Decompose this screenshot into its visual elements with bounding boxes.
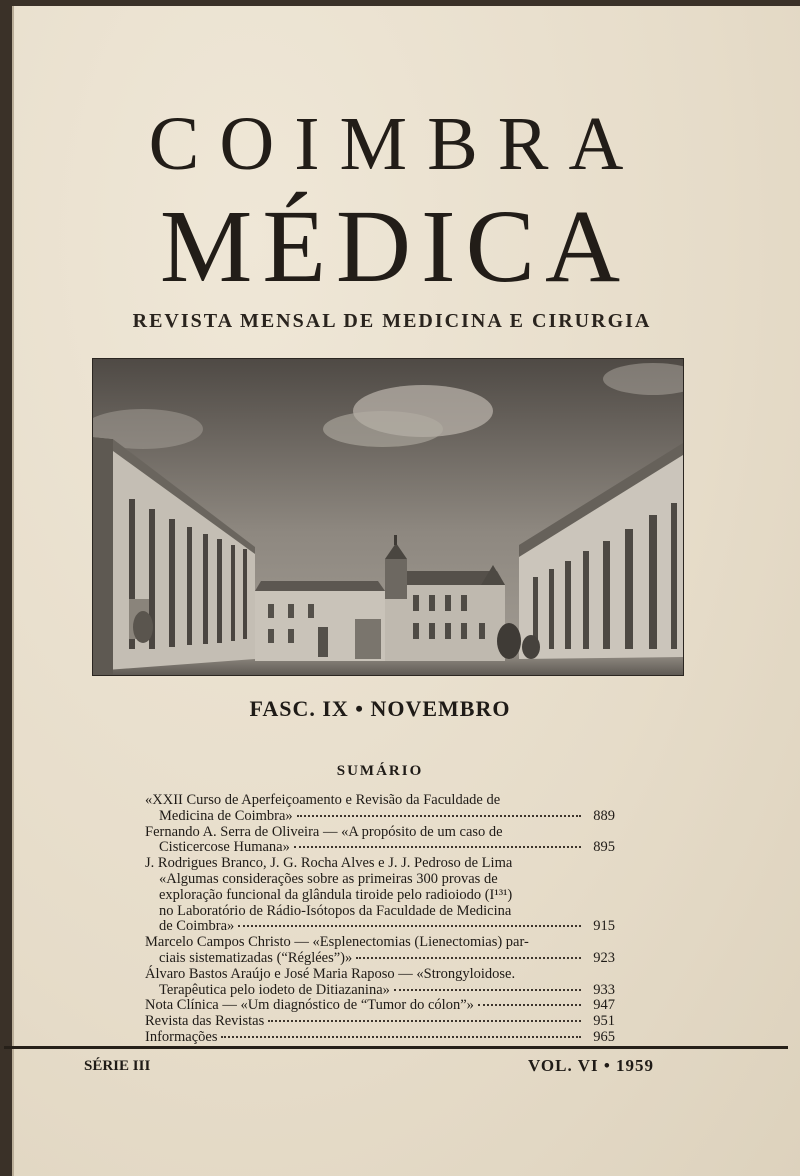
toc-entry bbox=[145, 967, 615, 999]
toc-page-number: 889 bbox=[593, 807, 615, 824]
toc-page-number: 965 bbox=[593, 1028, 615, 1045]
toc-entry-line: exploração funcional da glândula tiroide pelo radioiodo (I¹³¹) bbox=[159, 886, 513, 903]
toc-entry-line: Marcelo Campos Christo — «Esplenectomias (Lienectomias) par- bbox=[145, 934, 529, 951]
toc-entry-line: Álvaro Bastos Araújo e José Maria Raposo — «Strongyloidose. bbox=[145, 965, 516, 982]
toc-entry-line: ciais sistematizadas (“Réglées”)» 923 bbox=[159, 949, 615, 966]
series-label: SÉRIE III bbox=[84, 1058, 151, 1074]
table-of-contents bbox=[145, 793, 615, 1046]
toc-entry-line: Medicina de Coimbra» 889 bbox=[159, 807, 615, 824]
journal-title-line-1: COIMBRA bbox=[148, 102, 644, 186]
toc-entry bbox=[145, 856, 615, 935]
footer-divider bbox=[4, 1046, 788, 1049]
toc-entry-line: de Coimbra» 915 bbox=[159, 918, 615, 935]
toc-entry bbox=[145, 825, 615, 857]
toc-page-number: 915 bbox=[593, 918, 615, 935]
toc-entry-line: Nota Clínica — «Um diagnóstico de “Tumor do cólon”» 947 bbox=[145, 997, 615, 1014]
toc-entry bbox=[145, 1030, 615, 1046]
toc-entry-line: «Algumas considerações sobre as primeiras 300 provas de bbox=[159, 870, 498, 887]
toc-entry-line: «XXII Curso de Aperfeiçoamento e Revisão da Faculdade de bbox=[145, 792, 501, 808]
toc-entry bbox=[145, 793, 615, 825]
toc-page-number: 895 bbox=[593, 839, 615, 856]
volume-year-label: VOL. VI • 1959 bbox=[528, 1056, 655, 1075]
toc-entry-line: Cisticercose Humana» 895 bbox=[159, 839, 615, 856]
toc-entry-line: Informações 965 bbox=[145, 1028, 615, 1045]
toc-page-number: 923 bbox=[593, 949, 615, 966]
cover-photograph-university-buildings bbox=[92, 358, 684, 676]
toc-entry-line: J. Rodrigues Branco, J. G. Rocha Alves e J. J. Pedroso de Lima bbox=[145, 855, 513, 872]
toc-entry-line: Terapêutica pelo iodeto de Ditiazanina» 933 bbox=[159, 981, 615, 998]
toc-entry bbox=[145, 935, 615, 967]
toc-entry-line: Revista das Revistas 951 bbox=[145, 1013, 615, 1030]
toc-page-number: 947 bbox=[593, 997, 615, 1014]
toc-entry-line: Fernando A. Serra de Oliveira — «A propósito de um caso de bbox=[145, 823, 503, 840]
toc-page-number: 933 bbox=[593, 981, 615, 998]
journal-subtitle: REVISTA MENSAL DE MEDICINA E CIRURGIA bbox=[132, 310, 652, 332]
journal-title-line-2: MÉDICA bbox=[159, 189, 631, 304]
fascicle-label: FASC. IX • NOVEMBRO bbox=[249, 696, 511, 721]
toc-entry bbox=[145, 998, 615, 1014]
summary-heading: SUMÁRIO bbox=[336, 763, 424, 779]
toc-page-number: 951 bbox=[593, 1013, 615, 1030]
toc-entry-line: no Laboratório de Rádio-Isótopos da Faculdade de Medicina bbox=[159, 902, 512, 919]
toc-entry bbox=[145, 1014, 615, 1030]
